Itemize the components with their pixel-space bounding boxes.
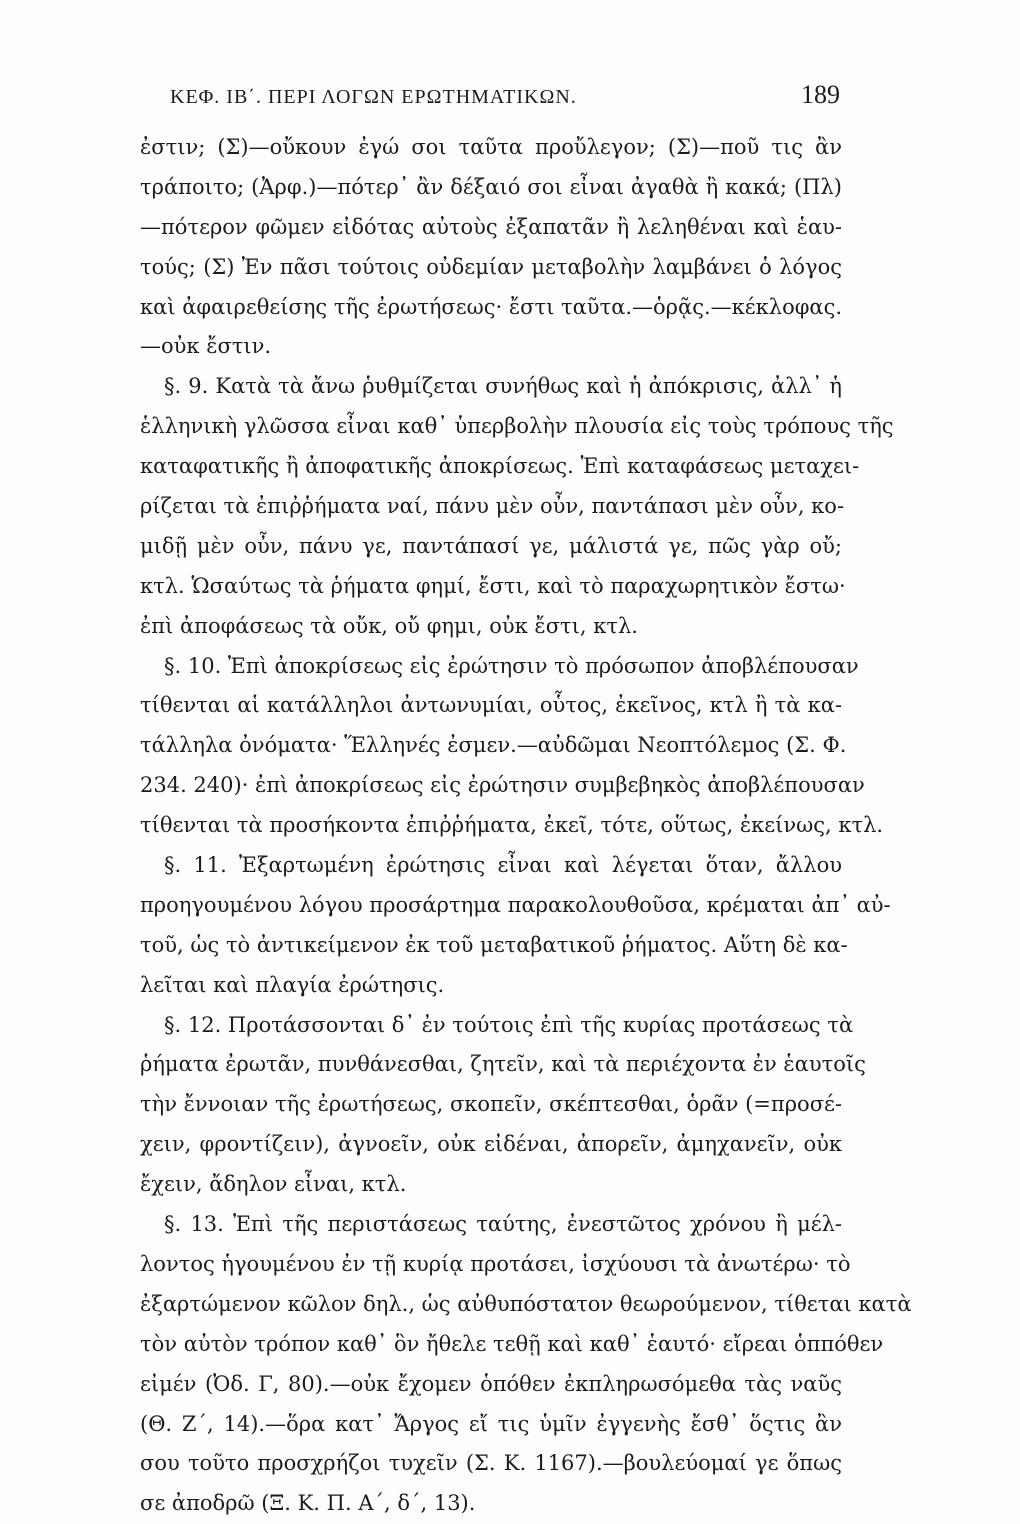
- text-line: προηγουμένου λόγου προσάρτημα παρακολουθοῦσα, κρέμαται ἀπ᾽ αὐ-: [140, 892, 891, 917]
- text-line: κτλ. Ὡσαύτως τὰ ῥήματα φημί, ἔστι, καὶ τὸ παραχωρητικὸν ἔστω·: [140, 573, 846, 598]
- text-line: τὸν αὐτὸν τρόπον καθ᾽ ὃν ἤθελε τεθῇ καὶ καθ᾽ ἑαυτό· εἴρεαι ὁππόθεν: [140, 1331, 884, 1356]
- text-line: σου τοῦτο προσχρήζοι τυχεῖν (Σ. Κ. 1167).—βουλεύομαί γε ὅπως: [140, 1451, 842, 1476]
- text-line: τράποιτο; (Ἀρφ.)—πότερ᾽ ἂν δέξαιό σοι εἶναι ἀγαθὰ ἢ κακά; (Πλ): [140, 174, 842, 199]
- text-line: ἔχειν, ἄδηλον εἶναι, κτλ.: [140, 1172, 407, 1197]
- body-text: [140, 128, 912, 1524]
- running-head: [170, 80, 840, 110]
- running-title: ΚΕΦ. ΙΒ΄. ΠΕΡΙ ΛΟΓΩΝ ΕΡΩΤΗΜΑΤΙΚΩΝ.: [170, 86, 577, 108]
- text-line: σε ἀποδρῶ (Ξ. Κ. Π. Α΄, δ΄, 13).: [140, 1491, 476, 1516]
- text-line: τίθενται τὰ προσήκοντα ἐπιῤῥήματα, ἐκεῖ, τότε, οὕτως, ἐκείνως, κτλ.: [140, 813, 884, 838]
- text-line: μιδῇ μὲν οὖν, πάνυ γε, παντάπασί γε, μάλιστά γε, πῶς γὰρ οὔ;: [140, 533, 842, 558]
- text-line: τὴν ἔννοιαν τῆς ἐρωτήσεως, σκοπεῖν, σκέπτεσθαι, ὁρᾶν (=προσέ-: [140, 1092, 842, 1117]
- paragraph-12-start: §. 12. Προτάσσονται δ᾽ ἐν τούτοις ἐπὶ τῆς κυρίας προτάσεως τὰ: [164, 1012, 854, 1037]
- text-line: —οὐκ ἔστιν.: [140, 334, 272, 359]
- text-line: χειν, φροντίζειν), ἀγνοεῖν, οὐκ εἰδέναι, ἀπορεῖν, ἀμηχανεῖν, οὐκ: [140, 1132, 842, 1157]
- text-line: εἰμέν (Ὀδ. Γ, 80).—οὐκ ἔχομεν ὁπόθεν ἐκπληρωσόμεθα τὰς ναῦς: [140, 1371, 842, 1396]
- text-line: λεῖται καὶ πλαγία ἐρώτησις.: [140, 972, 445, 997]
- text-line: λοντος ἡγουμένου ἐν τῇ κυρίᾳ προτάσει, ἰσχύουσι τὰ ἀνωτέρω· τὸ: [140, 1251, 851, 1276]
- paragraph-11-start: §. 11. Ἐξαρτωμένη ἐρώτησις εἶναι καὶ λέγεται ὅταν, ἄλλου: [164, 853, 842, 878]
- text-line: ἑλληνικὴ γλῶσσα εἶναι καθ᾽ ὑπερβολὴν πλουσία εἰς τοὺς τρόπους τῆς: [140, 414, 894, 439]
- paragraph-13-start: §. 13. Ἐπὶ τῆς περιστάσεως ταύτης, ἐνεστῶτος χρόνου ἢ μέλ-: [164, 1212, 842, 1237]
- page-number: 189: [801, 80, 840, 109]
- text-line: καταφατικῆς ἢ ἀποφατικῆς ἀποκρίσεως. Ἐπὶ καταφάσεως μεταχει-: [140, 454, 860, 479]
- text-line: ἐπὶ ἀποφάσεως τὰ οὔκ, οὔ φημι, οὐκ ἔστι, κτλ.: [140, 613, 638, 638]
- text-line: τάλληλα ὀνόματα· Ἕλληνές ἐσμεν.—αὐδῶμαι Νεοπτόλεμος (Σ. Φ.: [140, 733, 847, 758]
- text-line: —πότερον φῶμεν εἰδότας αὐτοὺς ἐξαπατᾶν ἢ λεληθέναι καὶ ἑαυ-: [140, 214, 842, 239]
- text-line: τοῦ, ὡς τὸ ἀντικείμενον ἐκ τοῦ μεταβατικοῦ ῥήματος. Αὕτη δὲ κα-: [140, 932, 848, 957]
- paragraph-10-start: §. 10. Ἐπὶ ἀποκρίσεως εἰς ἐρώτησιν τὸ πρόσωπον ἀποβλέπουσαν: [164, 653, 859, 678]
- text-line: 234. 240)· ἐπὶ ἀποκρίσεως εἰς ἐρώτησιν συμβεβηκὸς ἀποβλέπουσαν: [140, 773, 865, 798]
- text-line: καὶ ἀφαιρεθείσης τῆς ἐρωτήσεως· ἔστι ταῦτα.—ὁρᾷς.—κέκλοφας.: [140, 294, 843, 319]
- text-line: ἐστιν; (Σ)—οὔκουν ἐγώ σοι ταῦτα προὔλεγον; (Σ)—ποῦ τις ἂν: [140, 135, 842, 159]
- text-line: τίθενται αἱ κατάλληλοι ἀντωνυμίαι, οὗτος, ἐκεῖνος, κτλ ἢ τὰ κα-: [140, 693, 842, 718]
- text-line: (Θ. Ζ΄, 14).—ὅρα κατ᾽ Ἄργος εἴ τις ὑμῖν ἐγγενὴς ἔσθ᾽ ὅςτις ἂν: [140, 1411, 842, 1436]
- text-line: ῥήματα ἐρωτᾶν, πυνθάνεσθαι, ζητεῖν, καὶ τὰ περιέχοντα ἐν ἑαυτοῖς: [140, 1052, 866, 1077]
- paragraph-9-start: §. 9. Κατὰ τὰ ἄνω ῥυθμίζεται συνήθως καὶ ἡ ἀπόκρισις, ἀλλ᾽ ἡ: [164, 374, 842, 399]
- text-line: ἐξαρτώμενον κῶλον δηλ., ὡς αὐθυπόστατον θεωρούμενον, τίθεται κατὰ: [140, 1291, 912, 1316]
- text-line: τούς; (Σ) Ἐν πᾶσι τούτοις οὐδεμίαν μεταβολὴν λαμβάνει ὁ λόγος: [140, 254, 842, 279]
- text-line: ρίζεται τὰ ἐπιῤῥήματα ναί, πάνυ μὲν οὖν, παντάπασι μὲν οὖν, κο-: [140, 494, 845, 519]
